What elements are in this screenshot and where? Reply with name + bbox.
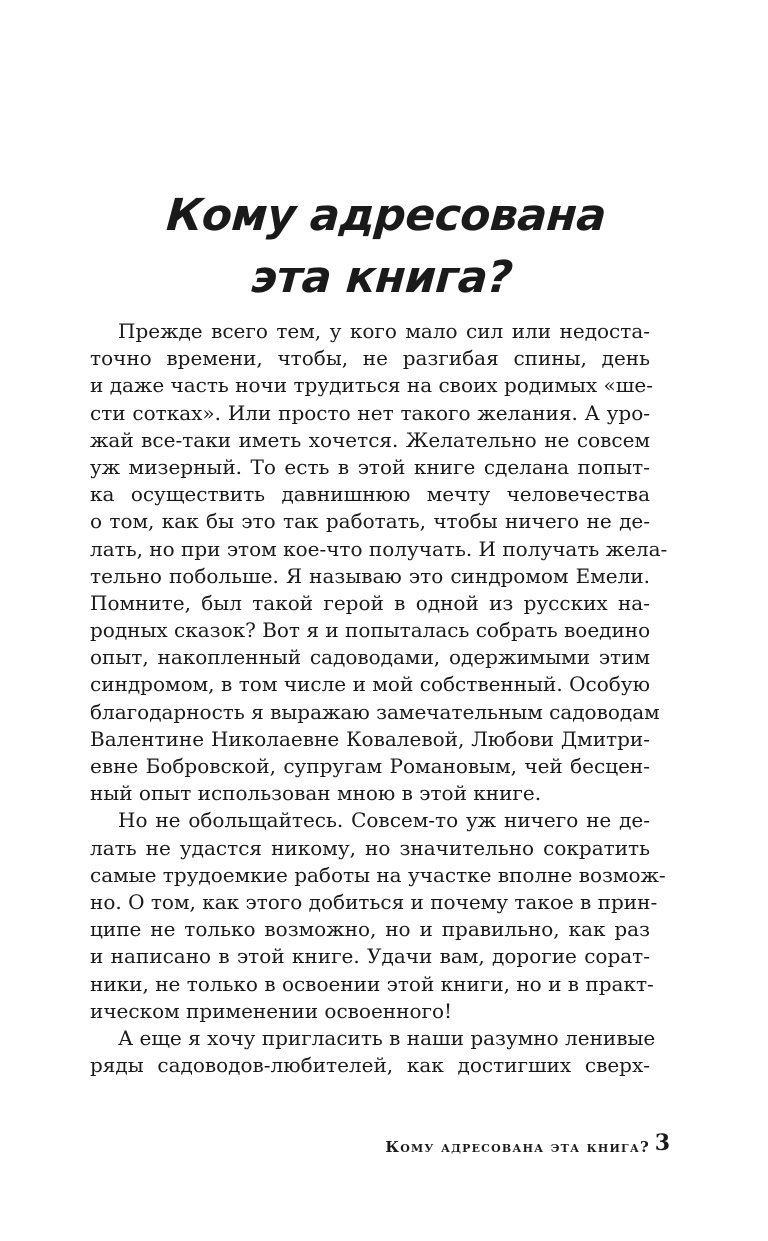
text-line: синдромом, в том числе и мой собственный. Особую	[90, 672, 650, 697]
text-line: Помните, был такой герой в одной из русских на-	[90, 590, 650, 615]
paragraph	[90, 807, 666, 1025]
text-line: ряды садоводов-любителей, как достигших сверх-	[90, 1053, 650, 1078]
body-text	[90, 318, 668, 1079]
text-line: точно времени, чтобы, не разгибая спины, день	[90, 346, 650, 371]
text-line: сти сотках». Или просто нет такого желания. А уро-	[90, 400, 650, 425]
text-line: Но не обольщайтесь. Совсем-то уж ничего не де-	[118, 808, 650, 833]
text-line: но. О том, как этого добиться и почему такое в прин-	[90, 889, 658, 914]
text-line: и даже часть ночи трудиться на своих родимых «ше-	[90, 373, 653, 398]
text-line: ный опыт использован мною в этой книге.	[90, 781, 542, 806]
text-line: лать не удастся никому, но значительно сократить	[90, 835, 650, 860]
chapter-title-line-1: Кому адресована	[164, 190, 608, 241]
text-line: евне Бобровской, супругам Романовым, чей бесцен-	[90, 754, 650, 778]
running-title: Кому адресована эта книга?	[385, 1138, 650, 1156]
text-line: самые трудоемкие работы на участке вполне возмож-	[90, 862, 666, 887]
text-line: родных сказок? Вот я и попыталась собрать воедино	[90, 618, 651, 643]
page-number: 3	[654, 1130, 670, 1156]
text-line: ическом применении освоенного!	[90, 998, 453, 1023]
text-line: ка осуществить давнишнюю мечту человечества	[90, 482, 650, 507]
text-line: Прежде всего тем, у кого мало сил или недоста-	[118, 319, 650, 343]
chapter-title-line-2: эта книга?	[249, 252, 515, 303]
text-line: о том, как бы это так работать, чтобы ничего не де-	[90, 509, 650, 534]
chapter-title	[0, 185, 768, 309]
text-line: опыт, накопленный садоводами, одержимыми этим	[90, 645, 650, 670]
paragraph	[90, 318, 668, 807]
text-line: жай все-таки иметь хочется. Желательно не совсем	[90, 427, 650, 452]
paragraph	[90, 1025, 656, 1079]
text-line: ципе не только возможно, но и правильно, как раз	[90, 917, 650, 942]
text-line: благодарность я выражаю замечательным садоводам	[90, 699, 660, 724]
text-line: и написано в этой книге. Удачи вам, дорогие сорат-	[90, 944, 650, 969]
text-line: Валентине Николаевне Ковалевой, Любови Дмитри-	[90, 726, 650, 751]
text-line: ники, не только в освоении этой книги, но и в практ-	[90, 971, 654, 996]
text-line: А еще я хочу пригласить в наши разумно ленивые	[118, 1025, 656, 1050]
text-line: тельно побольше. Я называю это синдромом Емели.	[90, 563, 650, 588]
text-line: уж мизерный. То есть в этой книге сделана попыт-	[90, 454, 650, 479]
text-line: лать, но при этом кое-что получать. И получать жела-	[90, 536, 668, 561]
